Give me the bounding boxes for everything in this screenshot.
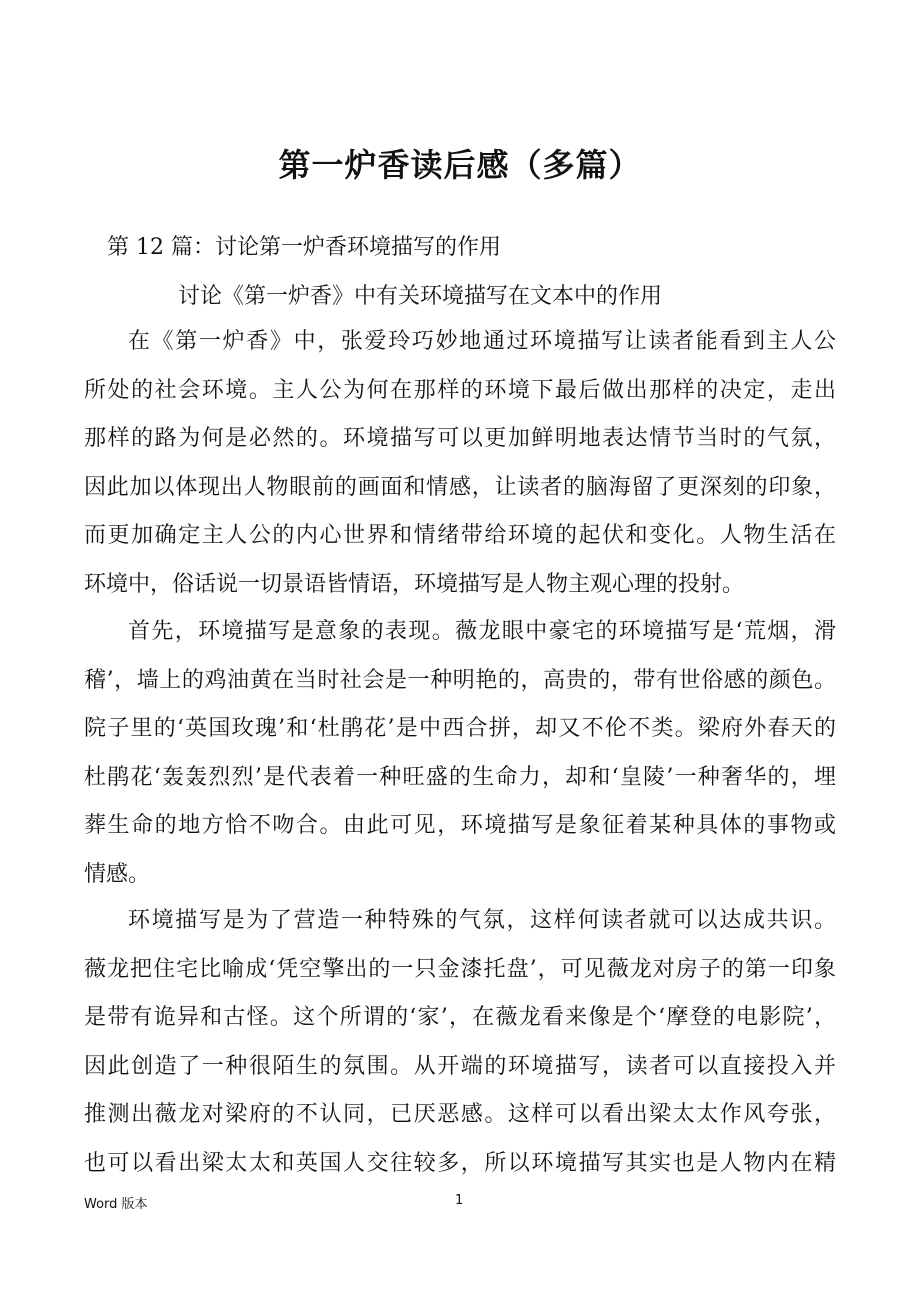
paragraph-1 [84,318,836,609]
paragraph-line: 所处的社会环境。主人公为何在那样的环境下最后做出那样的决定，走出 [84,377,836,403]
paragraph-line: 环境描写是为了营造一种特殊的气氛，这样何读者就可以达成共识。 [128,908,836,933]
footer-label: Word 版本 [84,1197,148,1212]
paragraph-line: 稽’，墙上的鸡油黄在当时社会是一种明艳的，高贵的，带有世俗感的颜色。 [84,667,836,693]
paragraph-2 [84,608,836,899]
paragraph-line: 在《第一炉香》中，张爱玲巧妙地通过环境描写让读者能看到主人公 [128,329,836,354]
paragraph-line: 环境中，俗话说一切景语皆情语，环境描写是人物主观心理的投射。 [84,571,745,597]
paragraph-line: 薇龙把住宅比喻成‘凭空擎出的一只金漆托盘’，可见薇龙对房子的第一印象 [84,956,836,982]
paragraph-line: 而更加确定主人公的内心世界和情绪带给环境的起伏和变化。人物生活在 [84,523,836,548]
paragraph-line: 因此创造了一种很陌生的氛围。从开端的环境描写，读者可以直接投入并 [84,1053,836,1079]
paragraph-line: 也可以看出梁太太和英国人交往较多，所以环境描写其实也是人物内在精 [84,1150,836,1176]
document-title: 第一炉香读后感（多篇） [278,146,642,184]
paragraph-line: 葬生命的地方恰不吻合。由此可见，环境描写是象征着某种具体的事物或 [84,813,836,838]
page-number: 1 [455,1193,464,1208]
paragraph-line: 杜鹃花‘轰轰烈烈’是代表着一种旺盛的生命力，却和‘皇陵’一种奢华的，埋 [84,764,836,790]
paragraph-line: 院子里的‘英国玫瑰’和‘杜鹃花’是中西合拼，却又不伦不类。梁府外春天的 [84,716,836,741]
paragraph-line: 推测出薇龙对梁府的不认同，已厌恶感。这样可以看出梁太太作风夸张， [84,1102,836,1127]
paragraph-line: 因此加以体现出人物眼前的画面和情感，让读者的脑海留了更深刻的印象， [84,474,836,500]
paragraph-line: 情感。 [84,861,151,887]
paragraph-line: 那样的路为何是必然的。环境描写可以更加鲜明地表达情节当时的气氛， [84,426,836,451]
chapter-heading: 第 12 篇：讨论第一炉香环境描写的作用 [107,235,501,260]
paragraph-3 [84,897,836,1188]
paragraph-line: 首先，环境描写是意象的表现。薇龙眼中豪宅的环境描写是‘荒烟，滑 [128,619,836,644]
essay-subtitle: 讨论《第一炉香》中有关环境描写在文本中的作用 [178,284,663,309]
paragraph-line: 是带有诡异和古怪。这个所谓的‘家’，在薇龙看来像是个‘摩登的电影院’， [84,1005,836,1030]
